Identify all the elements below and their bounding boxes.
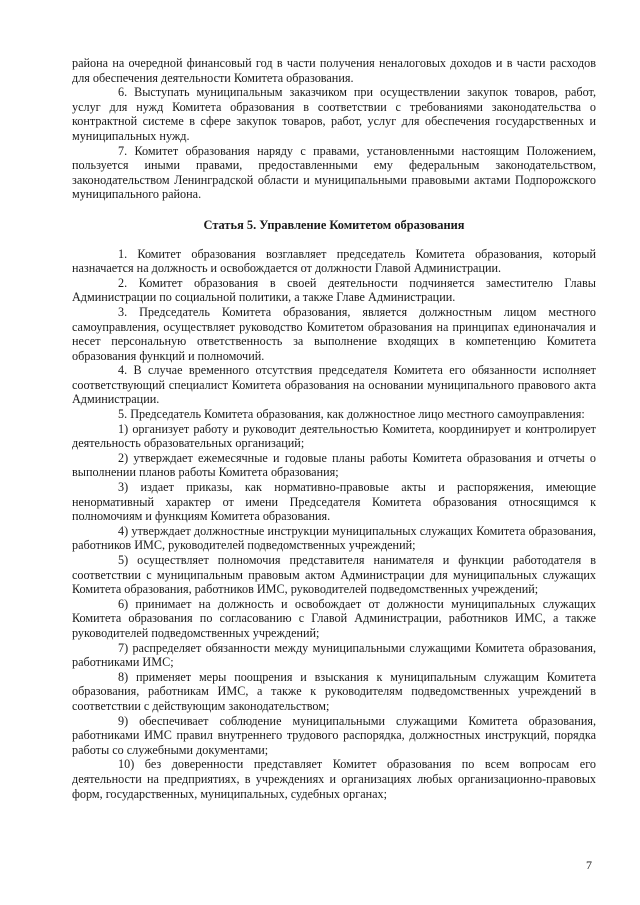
paragraph-article-5: 5. Председатель Комитета образования, как должностное лицо местного самоуправления:	[118, 407, 585, 422]
paragraph-continuation: района на очередной финансовый год в части получения неналоговых доходов и в части расходов для обеспечения деятельности Комитета образования.	[72, 56, 596, 85]
paragraph-subitem-7: 7) распределяет обязанности между муниципальными служащими Комитета образования, работниками ИМС;	[72, 640, 596, 670]
paragraph-article-2: 2. Комитет образования в своей деятельности подчиняется заместителю Главы Администрации по социальной политики, а также Главе Администрации.	[72, 275, 596, 305]
article-heading: Статья 5. Управление Комитетом образования	[203, 217, 465, 232]
paragraph-subitem-5: 5) осуществляет полномочия представителя нанимателя и функции работодателя в соответствии с муниципальным правовым актом Администрации для муниципальных служащих Комитета образования, работников ИМС, руководителей подведомственных учреждений;	[72, 553, 596, 597]
paragraph-article-3: 3. Председатель Комитета образования, является должностным лицом местного самоуправления, осуществляет руководство Комитетом образования на принципах единоначалия и несет персональную ответственность за выполнение входящих в компетенцию Комитета образования функций и полномочий.	[72, 304, 596, 363]
paragraph-subitem-1: 1) организует работу и руководит деятельностью Комитета, координирует и контролирует деятельность образовательных организаций;	[72, 421, 596, 451]
document-page	[72, 56, 596, 801]
paragraph-item-6: 6. Выступать муниципальным заказчиком при осуществлении закупок товаров, работ, услуг для нужд Комитета образования в соответствии с требованиями законодательства о контрактной системе в сфере закупок товаров, работ, услуг для обеспечения государственных и муниципальных нужд.	[72, 85, 596, 143]
paragraph-subitem-4: 4) утверждает должностные инструкции муниципальных служащих Комитета образования, работников ИМС, руководителей подведомственных учреждений;	[72, 523, 596, 553]
paragraph-article-1: 1. Комитет образования возглавляет председатель Комитета образования, который назначается на должность и освобождается от должности Главой Администрации.	[72, 246, 596, 276]
paragraph-subitem-8: 8) применяет меры поощрения и взыскания к муниципальным служащим Комитета образования, работникам ИМС, а также к руководителям подведомственных учреждений в соответствии с действующим законодательством;	[72, 669, 596, 713]
paragraph-subitem-10: 10) без доверенности представляет Комитет образования по всем вопросам его деятельности на предприятиях, в учреждениях и организациях любых организационно-правовых форм, государственных, муниципальных, судебных органах;	[72, 757, 596, 801]
page-number: 7	[586, 858, 592, 872]
paragraph-subitem-6: 6) принимает на должность и освобождает от должности муниципальных служащих Комитета образования по согласованию с Главой Администрации, работников ИМС, а также руководителей подведомственных учреждений;	[72, 596, 596, 640]
paragraph-subitem-9: 9) обеспечивает соблюдение муниципальными служащими Комитета образования, работниками ИМС правил внутреннего трудового распорядка, должностных инструкций, порядка работы со служебными документами;	[72, 713, 596, 757]
paragraph-subitem-3: 3) издает приказы, как нормативно-правовые акты и распоряжения, имеющие ненормативный характер от имени Председателя Комитета образования относящимся к полномочиям и функциям Комитета образования.	[72, 480, 596, 524]
paragraph-subitem-2: 2) утверждает ежемесячные и годовые планы работы Комитета образования и отчеты о выполнении планов работы Комитета образования;	[72, 450, 596, 480]
paragraph-item-7: 7. Комитет образования наряду с правами, установленными настоящим Положением, пользуется иными правами, предоставленными ему федеральным законодательством, законодательством Ленинградской области и муниципальными правовыми актами Подпорожского муниципального района.	[72, 143, 596, 202]
paragraph-article-4: 4. В случае временного отсутствия председателя Комитета его обязанности исполняет соответствующий специалист Комитета образования на основании муниципального правового акта Администрации.	[72, 363, 596, 407]
